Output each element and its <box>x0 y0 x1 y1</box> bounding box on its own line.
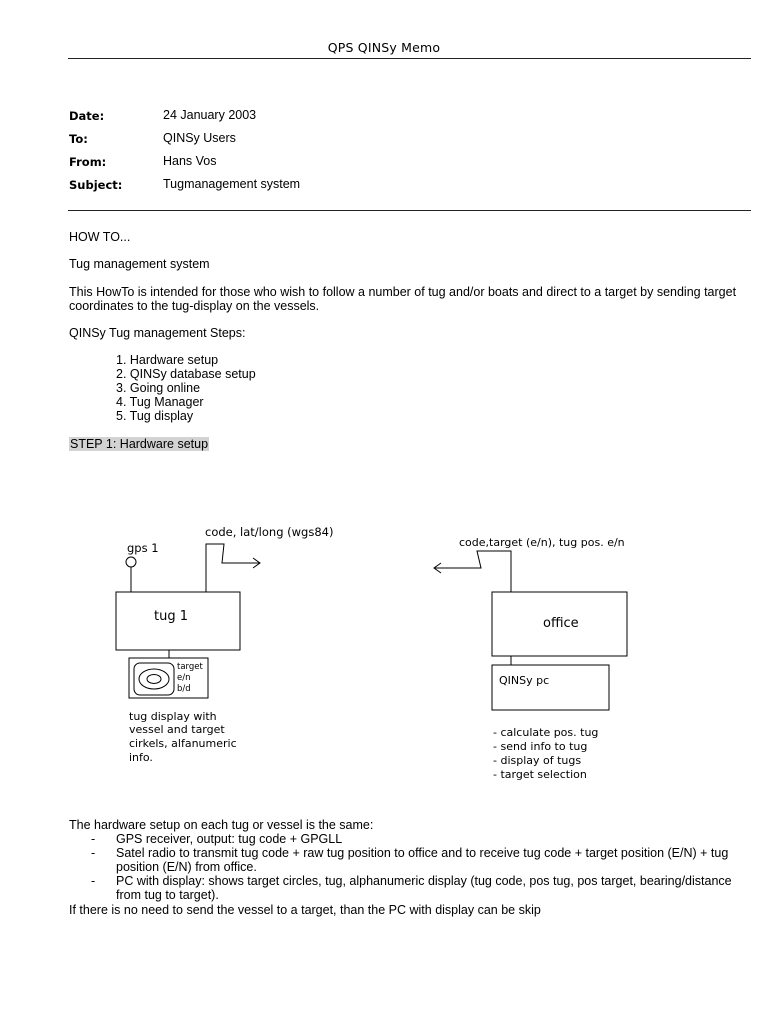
step-item: 5. Tug display <box>116 409 194 423</box>
display-en-label: e/n <box>177 673 191 683</box>
hardware-item <box>69 874 759 902</box>
step-item: 1. Hardware setup <box>116 353 219 367</box>
hardware-item-text: PC with display: shows target circles, tug, alphanumeric display (tug code, pos tug, pos target, bearing/distance from tug to target). <box>116 874 732 902</box>
to-label: To: <box>69 132 88 146</box>
office-function-item: - calculate pos. tug <box>493 726 599 739</box>
qinsy-pc-label: QINSy pc <box>499 674 550 687</box>
office-radio-link <box>434 551 511 592</box>
step-item: 3. Going online <box>116 381 201 395</box>
gps-antenna-icon <box>126 557 136 567</box>
tug-caption-line: cirkels, alfanumeric <box>129 737 237 750</box>
tug-caption-line: tug display with <box>129 710 217 723</box>
hardware-item <box>69 832 759 846</box>
office-box-label: office <box>543 616 579 631</box>
steps-title: QINSy Tug management Steps: <box>69 326 246 340</box>
office-function-item: - display of tugs <box>493 754 582 767</box>
tug-caption-line: vessel and target <box>129 723 225 736</box>
office-function-item: - target selection <box>493 768 587 781</box>
step-item: 4. Tug Manager <box>116 395 204 409</box>
dash-bullet: - <box>91 846 96 860</box>
subject-label: Subject: <box>69 178 123 192</box>
hardware-closing: If there is no need to send the vessel to a target, than the PC with display can be skip <box>69 903 541 917</box>
display-bd-label: b/d <box>177 684 191 694</box>
hardware-intro: The hardware setup on each tug or vessel is the same: <box>69 818 374 832</box>
dash-bullet: - <box>91 874 96 888</box>
memo-header-title: QPS QINSy Memo <box>327 40 441 55</box>
from-value: Hans Vos <box>163 154 217 168</box>
topic-title: Tug management system <box>69 257 210 271</box>
display-screen-icon <box>134 663 174 695</box>
howto-heading: HOW TO... <box>69 230 131 244</box>
office-function-item: - send info to tug <box>493 740 588 753</box>
tug-radio-link <box>206 544 260 592</box>
target-circle-outer <box>139 669 169 689</box>
tug-box-label: tug 1 <box>154 609 188 624</box>
display-target-label: target <box>177 662 203 672</box>
from-label: From: <box>69 155 107 169</box>
date-label: Date: <box>69 109 105 123</box>
date-value: 24 January 2003 <box>163 108 257 122</box>
target-circle-inner <box>147 675 161 684</box>
step-item: 2. QINSy database setup <box>116 367 256 381</box>
hardware-list <box>69 832 759 902</box>
hardware-item <box>69 846 759 874</box>
tug-transmit-label: code, lat/long (wgs84) <box>205 525 334 539</box>
tug-caption-line: info. <box>129 751 153 764</box>
intro-paragraph: This HowTo is intended for those who wish to follow a number of tug and/or boats and direct to a target by sending target coordinates to the tug-display on the vessels. <box>69 285 737 313</box>
qinsy-pc-box <box>492 665 609 710</box>
hardware-item-text: GPS receiver, output: tug code + GPGLL <box>116 832 343 846</box>
dash-bullet: - <box>91 832 96 846</box>
to-value: QINSy Users <box>163 131 236 145</box>
step1-heading-text: STEP 1: Hardware setup <box>70 437 209 451</box>
subject-value: Tugmanagement system <box>163 177 301 191</box>
gps-label: gps 1 <box>127 541 159 555</box>
hardware-item-text: Satel radio to transmit tug code + raw tug position to office and to receive tug code + target position (E/N) + tug position (E/N) from office. <box>116 846 729 874</box>
office-transmit-label: code,target (e/n), tug pos. e/n <box>459 536 625 549</box>
